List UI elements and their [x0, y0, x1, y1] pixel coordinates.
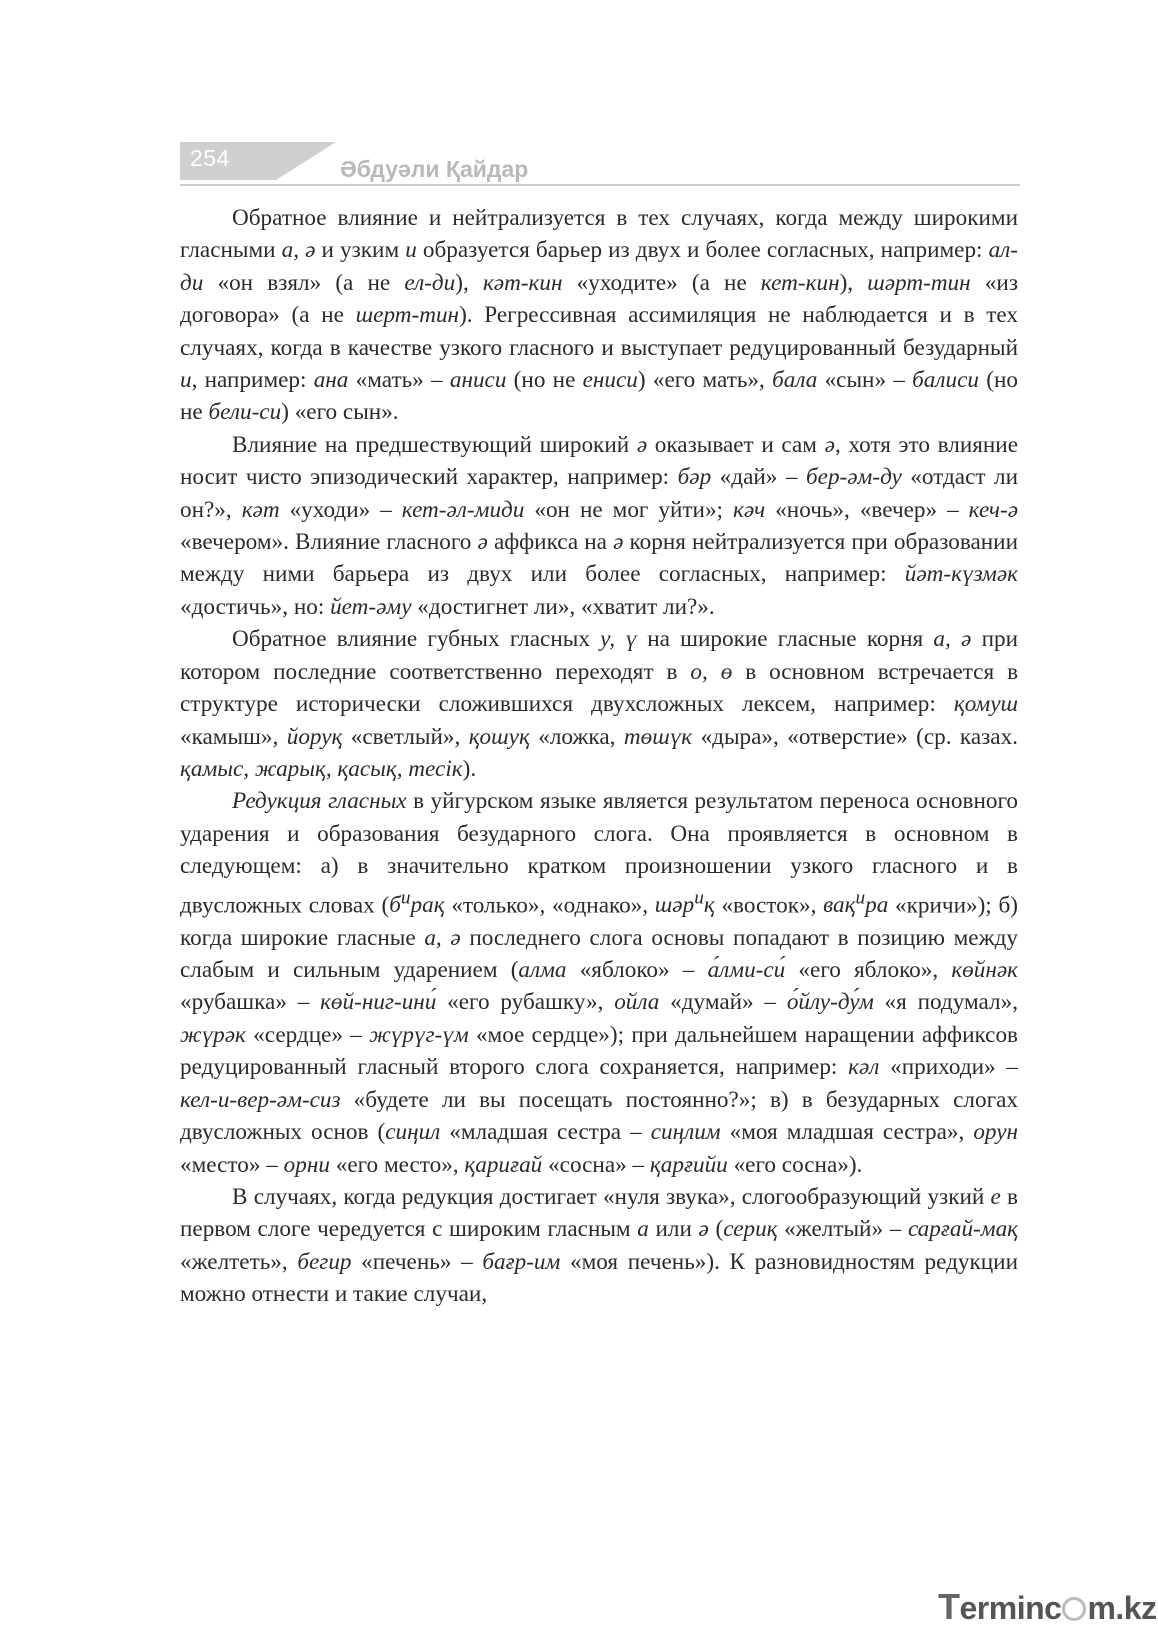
- page-tab-slope: [276, 142, 336, 180]
- site-watermark: [938, 1586, 1157, 1628]
- header-rule: [180, 184, 1020, 186]
- watermark-text-3: m.kz: [1087, 1590, 1157, 1626]
- watermark-t: T: [938, 1586, 960, 1627]
- paragraph: Обратное влияние губных гласных у, ү на широкие гласные корня а, ә при котором последние соответственно переходят в о, ө в основном встречается в структуре исторически сложившихся двухсложных лексем, например: қомуш «камыш», йоруқ «светлый», қошуқ «ложка, төшүк «дыра», «отверстие» (ср. казах. қамыс, жарық, қасық, тесік).: [180, 626, 1019, 782]
- watermark-text-1: ermi: [959, 1590, 1026, 1626]
- paragraph: Влияние на предшествующий широкий ә оказывает и сам ә, хотя это влияние носит чисто эпизодический характер, например: бәр «дай» – бер-әм-ду «отдаст ли он?», кәт «уходи» – кет-әл-миди «он не мог уйти»; кәч «ночь», «вечер» – кеч-ә «вечером». Влияние гласного ә аффикса на ә корня нейтрализуется при образовании между ними барьера из двух или более согласных, например: йәт-күзмәк «достичь», но: йет-әму «достигнет ли», «хватит ли?».: [180, 431, 1019, 620]
- watermark-text-2: nc: [1025, 1590, 1062, 1626]
- running-header: [180, 138, 1020, 190]
- running-head-author: Әбдуәли Қайдар: [340, 156, 529, 182]
- paragraph: Обратное влияние и нейтрализуется в тех случаях, когда между широкими гласными а, ә и узким и образуется барьер из двух и более согласных, например: ал-ди «он взял» (а не ел-ди), кәт-кин «уходите» (а не кет-кин), шәрт-тин «из договора» (а не шерт-тин). Регрессивная ассимиляция не наблюдается и в тех случаях, когда в качестве узкого гласного и выступает редуцированный безударный и, например: ана «мать» – аниси (но не ениси) «его мать», бала «сын» – балиси (но не бели-си) «его сын».: [180, 205, 1019, 426]
- search-icon: [1062, 1597, 1086, 1621]
- paragraph: Редукция гласных в уйгурском языке является результатом переноса основного ударения и образования безударного слога. Она проявляется в основном в следующем: а) в значительно кратком произношении узкого гласного и в двусложных словах ($б^ирақ$ «только», «однако», шәр$^и$қ «восток», вақ$^и$ра «кричи»); б) когда широкие гласные а, ә последнего слога основы попадают в позицию между слабым и сильным ударением (алма «яблоко» – а́лми-си́ «его яблоко», көйнәк «рубашка» – көй-ниг-ини́ «его рубашку», ойла «думай» – о́йлу-ду́м «я подумал», жүрәк «сердце» – жүрүг-үм «мое сердце»); при дальнейшем наращении аффиксов редуцированный гласный второго слога сохраняется, например: кәл «приходи» – кел-и-вер-әм-сиз «будете ли вы посещать постоянно?»; в) в безударных слогах двусложных основ (сиңил «младшая сестра – сиңлим «моя младшая сестра», орун «место» – орни «его место», қариғай «сосна» – қарғийи «его сосна»).: [180, 788, 1019, 1178]
- paragraph: В случаях, когда редукция достигает «нуля звука», слогообразующий узкий е в первом слоге чередуется с широким гласным а или ә (сериқ «желтый» – сарғай-мақ «желтеть», бегир «печень» – бағр-им «моя печень»). К разновидностям редукции можно отнести и такие случаи,: [180, 1183, 1019, 1308]
- page-number: 254: [190, 145, 230, 171]
- body-text: [180, 202, 1018, 1311]
